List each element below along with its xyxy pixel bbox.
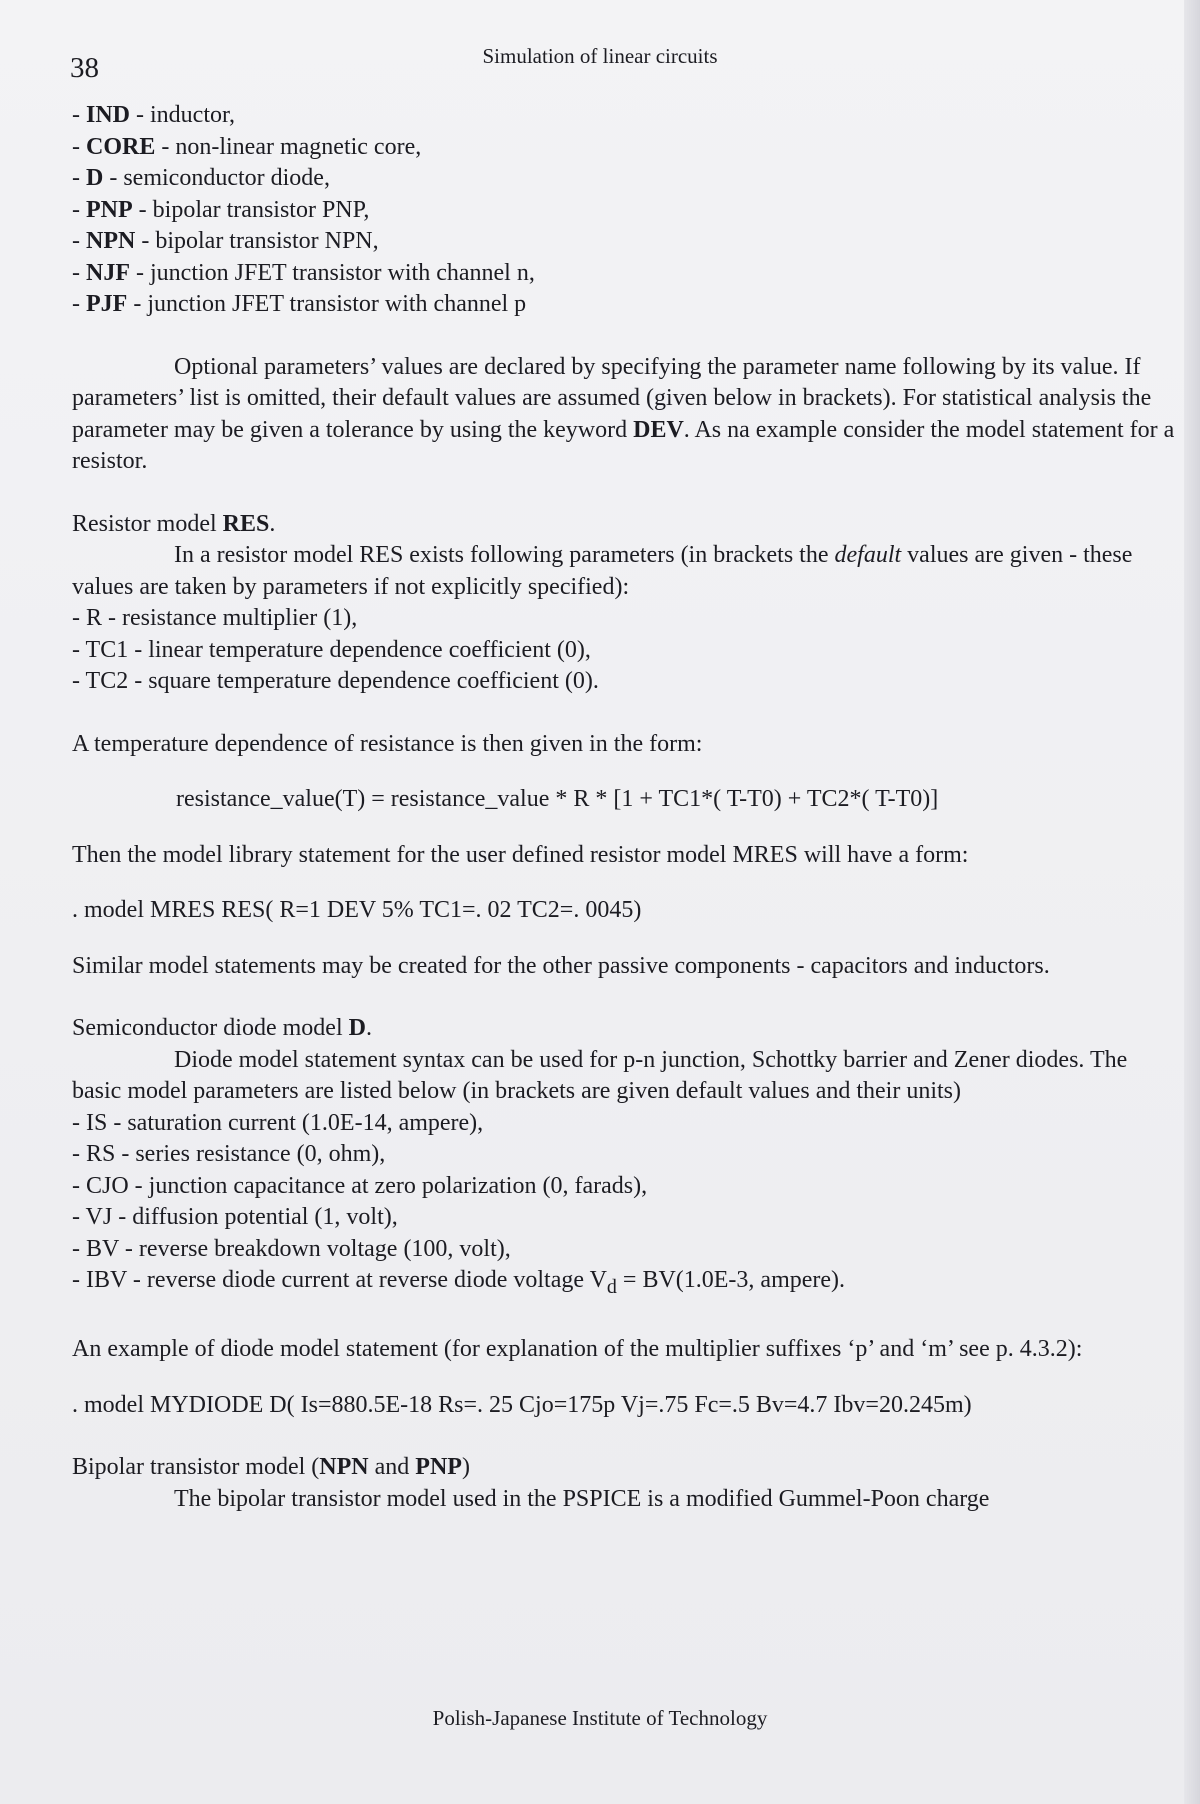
page-number: 38 xyxy=(70,52,99,84)
resistor-model-statement: . model MRES RES( R=1 DEV 5% TC1=. 02 TC2=. 0045) xyxy=(72,897,642,923)
library-intro: Then the model library statement for the user defined resistor model MRES will have a form: xyxy=(72,841,969,868)
running-head: Simulation of linear circuits xyxy=(482,44,718,68)
list-item: - IND - inductor, xyxy=(72,102,236,128)
resistor-heading: Resistor model RES. xyxy=(72,510,276,537)
resistor-param: - R - resistance multiplier (1), xyxy=(72,605,358,631)
bipolar-heading: Bipolar transistor model (NPN and PNP) xyxy=(72,1454,470,1481)
resistor-param: - TC1 - linear temperature dependence coefficient (0), xyxy=(72,636,591,663)
diode-param: - CJO - junction capacitance at zero polarization (0, farads), xyxy=(72,1172,648,1199)
diode-param: - BV - reverse breakdown voltage (100, volt), xyxy=(72,1235,511,1262)
diode-intro: Diode model statement syntax can be used for p-n junction, Schottky barrier and Zener diodes. The basic model parameters are listed below (in brackets are given default values and their units) xyxy=(72,1046,1128,1104)
list-item: - NJF - junction JFET transistor with channel n, xyxy=(72,259,535,286)
diode-param: - IS - saturation current (1.0E-14, ampere), xyxy=(72,1109,484,1136)
page-footer: Polish-Japanese Institute of Technology xyxy=(432,1706,768,1730)
diode-param: - IBV - reverse diode current at reverse diode voltage $V_d = BV(1.0E-3$, ampere). xyxy=(72,1267,846,1298)
list-item: - PNP - bipolar transistor PNP, xyxy=(72,196,370,223)
diode-param: - RS - series resistance (0, ohm), xyxy=(72,1141,386,1167)
temperature-intro: A temperature dependence of resistance is then given in the form: xyxy=(72,730,703,757)
list-item: - NPN - bipolar transistor NPN, xyxy=(72,228,379,254)
list-item: - D - semiconductor diode, xyxy=(72,165,330,191)
list-item: - CORE - non-linear magnetic core, xyxy=(72,133,422,160)
similar-statements-note: Similar model statements may be created for the other passive components - capacitors and inductors. xyxy=(72,952,1050,979)
bipolar-intro: The bipolar transistor model used in the PSPICE is a modified Gummel-Poon charge xyxy=(174,1485,990,1512)
diode-param: - VJ - diffusion potential (1, volt), xyxy=(72,1204,398,1230)
resistor-param: - TC2 - square temperature dependence coefficient (0). xyxy=(72,668,599,694)
resistor-intro: In a resistor model RES exists following parameters (in brackets the default values are given - these values are taken by parameters if not explicitly specified): xyxy=(72,542,1133,600)
optional-params-paragraph: Optional parameters’ values are declared by specifying the parameter name following by its value. If parameters’ list is omitted, their default values are assumed (given below in brackets). For statistical analysis the parameter may be given a tolerance by using the keyword DEV. As na example consider the model statement for a resistor. xyxy=(72,353,1175,474)
diode-example-intro: An example of diode model statement (for explanation of the multiplier suffixes ‘p’ and ‘m’ see p. 4.3.2): xyxy=(72,1336,1083,1363)
diode-model-statement: . model MYDIODE D( Is=880.5E-18 Rs=. 25 Cjo=175p Vj=.75 Fc=.5 Bv=4.7 Ibv=20.245m) xyxy=(72,1391,972,1418)
page-edge-shadow xyxy=(1184,0,1200,1804)
body-text xyxy=(72,100,1182,1515)
resistance-formula: resistance_value(T) = resistance_value * R * [1 + TC1*( T-T0) + TC2*( T-T0)] xyxy=(176,786,939,812)
model-type-list xyxy=(72,100,1182,321)
list-item: - PJF - junction JFET transistor with channel p xyxy=(72,291,527,317)
diode-heading: Semiconductor diode model D. xyxy=(72,1015,372,1041)
